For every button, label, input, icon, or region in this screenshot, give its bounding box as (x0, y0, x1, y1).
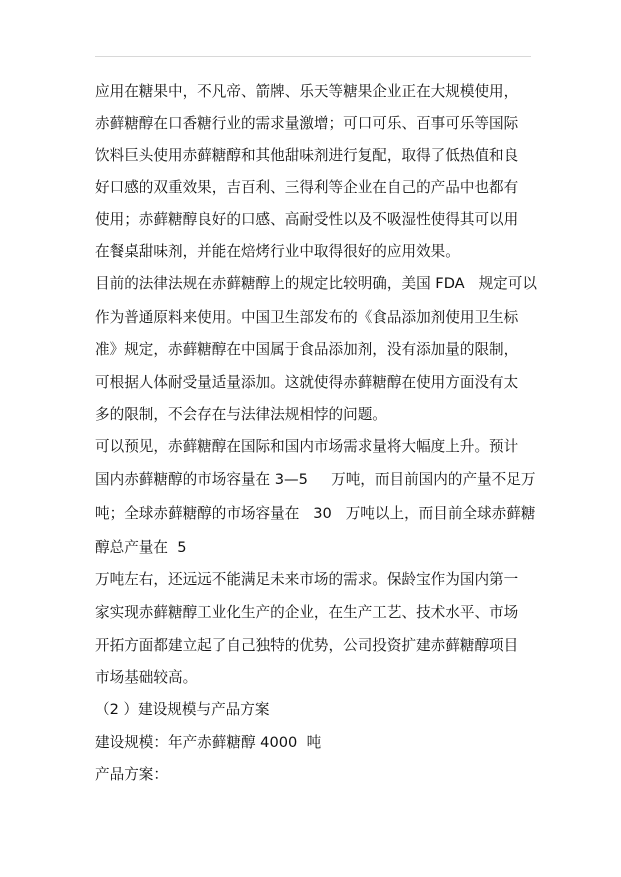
body-text-line: 在餐桌甜味剂，并能在焙烤行业中取得很好的应用效果。 (95, 243, 460, 260)
body-text-line: 可根据人体耐受量适量添加。这就使得赤藓糖醇在使用方面没有太 (95, 374, 519, 391)
body-text-line: 可以预见，赤藓糖醇在国际和国内市场需求量将大幅度上升。预计 (95, 438, 519, 455)
header-divider (95, 56, 531, 57)
body-text-line: 好口感的双重效果，吉百利、三得利等企业在自己的产品中也都有 (95, 179, 519, 196)
body-text-line: 赤藓糖醇在口香糖行业的需求量激增；可口可乐、百事可乐等国际 (95, 115, 519, 132)
section-heading: （2 ）建设规模与产品方案 (95, 701, 270, 718)
body-text-line: 准》规定，赤藓糖醇在中国属于食品添加剂，没有添加量的限制， (95, 341, 519, 358)
body-text-line: 醇总产量在 5 (95, 539, 187, 556)
body-text-line: 使用；赤藓糖醇良好的口感、高耐受性以及不吸湿性使得其可以用 (95, 211, 519, 228)
body-text-line: 家实现赤藓糖醇工业化生产的企业，在生产工艺、技术水平、市场 (95, 604, 519, 621)
body-text-line: 作为普通原料来使用。中国卫生部发布的《食品添加剂使用卫生标 (95, 309, 519, 326)
body-text-line: 吨；全球赤藓糖醇的市场容量在 30 万吨以上，而目前全球赤藓糖 (95, 505, 536, 522)
body-text-line: 目前的法律法规在赤藓糖醇上的规定比较明确，美国 FDA 规定可以 (95, 275, 537, 292)
body-text-line: 多的限制，不会存在与法律法规相悖的问题。 (95, 406, 387, 423)
body-text-line: 开拓方面都建立起了自己独特的优势，公司投资扩建赤藓糖醇项目 (95, 637, 519, 654)
body-text-line: 国内赤藓糖醇的市场容量在 3—5 万吨，而目前国内的产量不足万 (95, 471, 536, 488)
body-text-line: 万吨左右，还远远不能满足未来市场的需求。保龄宝作为国内第一 (95, 571, 519, 588)
body-text-line: 产品方案： (95, 766, 168, 783)
body-text-line: 饮料巨头使用赤藓糖醇和其他甜味剂进行复配，取得了低热值和良 (95, 147, 519, 164)
body-text-line: 建设规模：年产赤藓糖醇 4000 吨 (95, 734, 322, 751)
body-text-line: 市场基础较高。 (95, 669, 198, 686)
body-text-line: 应用在糖果中，不凡帝、箭牌、乐天等糖果企业正在大规模使用， (95, 83, 519, 100)
